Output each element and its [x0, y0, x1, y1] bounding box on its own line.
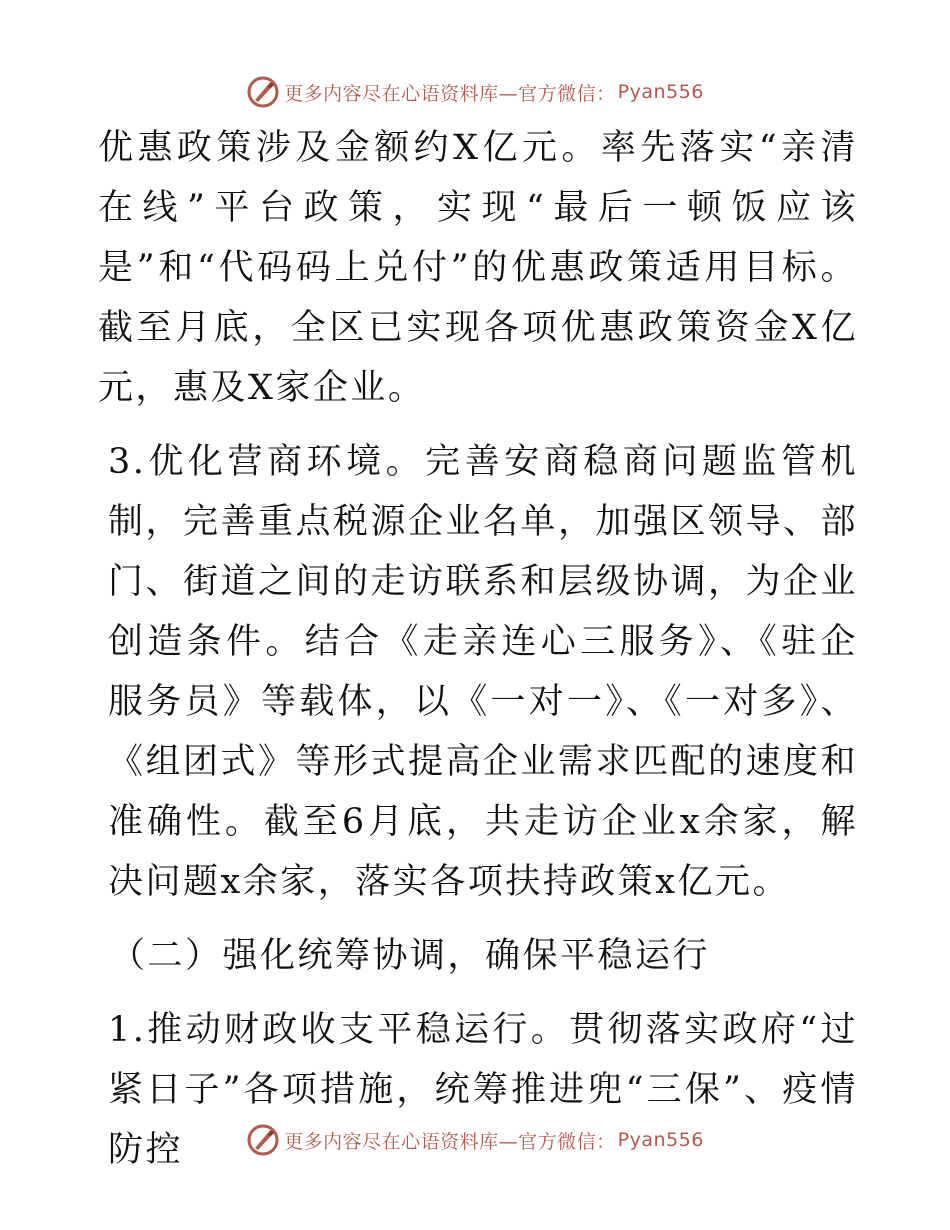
pen-logo-icon	[246, 1123, 280, 1157]
header-watermark	[0, 72, 950, 112]
watermark-wechat-id: Pyan556	[617, 81, 704, 103]
document-body	[98, 118, 858, 1180]
section-heading: （二）强化统筹协调，确保平稳运行	[110, 936, 711, 976]
paragraph-policy-funds: 优惠政策涉及金额约X亿元。率先落实“亲清在线”平台政策，实现“最后一顿饭应该是”和“代码码上兑付”的优惠政策适用目标。截至月底，全区已实现各项优惠政策资金X亿元，惠及X家企业。	[98, 128, 858, 408]
watermark-text: 更多内容尽在心语资料库—官方微信：	[284, 1130, 616, 1153]
paragraph-fiscal-operation: 1.推动财政收支平稳运行。贯彻落实政府“过紧日子”各项措施，统筹推进兜“三保”、疫情防控	[108, 1010, 858, 1170]
watermark-text: 更多内容尽在心语资料库—官方微信：	[284, 82, 616, 105]
paragraph-business-environment: 3.优化营商环境。完善安商稳商问题监管机制，完善重点税源企业名单，加强区领导、部门、街道之间的走访联系和层级协调，为企业创造条件。结合《走亲连心三服务》、《驻企服务员》等载体，以《一对一》、《一对多》、《组团式》等形式提高企业需求匹配的速度和准确性。截至6月底，共走访企业x余家，解决问题x余家，落实各项扶持政策x亿元。	[108, 442, 859, 902]
pen-logo-icon	[246, 75, 280, 109]
footer-watermark	[0, 1120, 950, 1160]
watermark-wechat-id: Pyan556	[617, 1129, 704, 1151]
